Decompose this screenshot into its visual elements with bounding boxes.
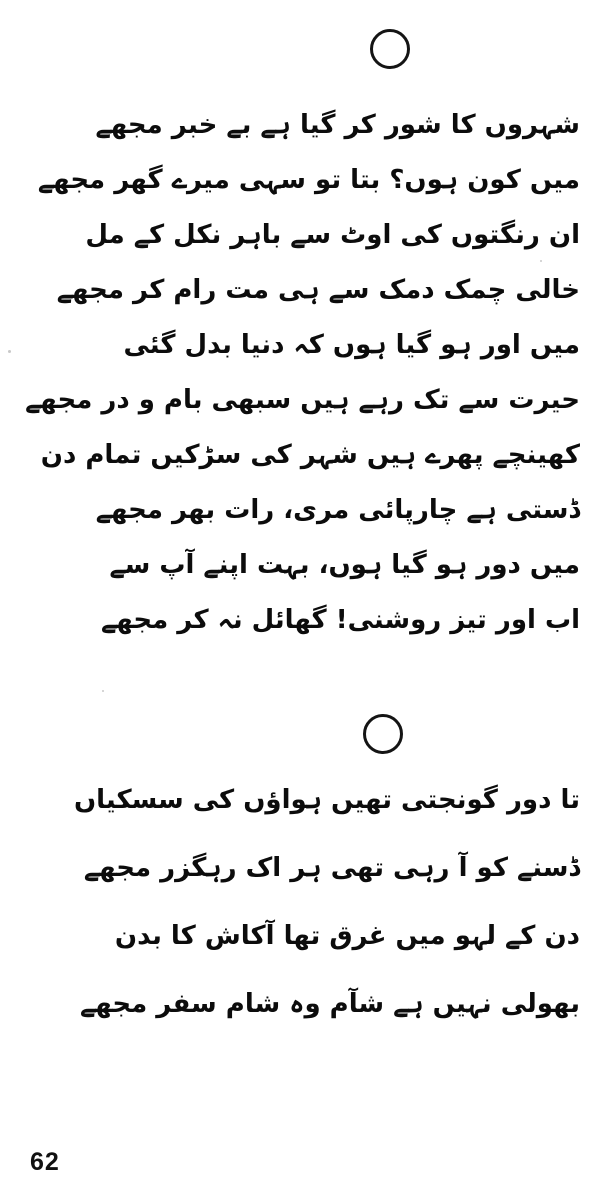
verse-line: کھینچے پھرے ہیں شہر کی سڑکیں تمام دن <box>40 440 580 470</box>
circle-divider-icon <box>363 714 403 754</box>
verse-line: شہروں کا شور کر گیا ہے بے خبر مجھے <box>95 110 580 140</box>
verse-line: ڈسنے کو آ رہی تھی ہر اک رہگزر مجھے <box>83 853 580 883</box>
verse-line: تا دور گونجتی تھیں ہواؤں کی سسکیاں <box>73 785 580 815</box>
ghazal-1 <box>25 98 580 648</box>
scan-speck <box>8 350 11 353</box>
circle-divider-icon <box>370 29 410 69</box>
ghazal-2 <box>30 766 580 1038</box>
verse-line: میں اور ہو گیا ہوں کہ دنیا بدل گئی <box>123 330 580 360</box>
scan-speck <box>540 260 542 262</box>
verse-line: خالی چمک دمک سے ہی مت رام کر مجھے <box>56 275 580 305</box>
verse-line: دن کے لہو میں غرق تھا آکاش کا بدن <box>114 921 580 951</box>
verse-line: میں دور ہو گیا ہوں، بہت اپنے آپ سے <box>109 550 580 580</box>
page-number: 62 <box>30 1148 60 1176</box>
verse-line: حیرت سے تک رہے ہیں سبھی بام و در مجھے <box>25 385 580 415</box>
verse-line: اب اور تیز روشنی! گھائل نہ کر مجھے <box>100 605 580 635</box>
verse-line: میں کون ہوں؟ بتا تو سہی میرے گھر مجھے <box>37 165 580 195</box>
verse-line: ان رنگتوں کی اوٹ سے باہر نکل کے مل <box>85 220 580 250</box>
verse-line: بھولی نہیں ہے شآم وہ شام سفر مجھے <box>80 989 580 1019</box>
verse-line: ڈستی ہے چارپائی مری، رات بھر مجھے <box>95 495 580 525</box>
scan-speck <box>102 690 104 692</box>
